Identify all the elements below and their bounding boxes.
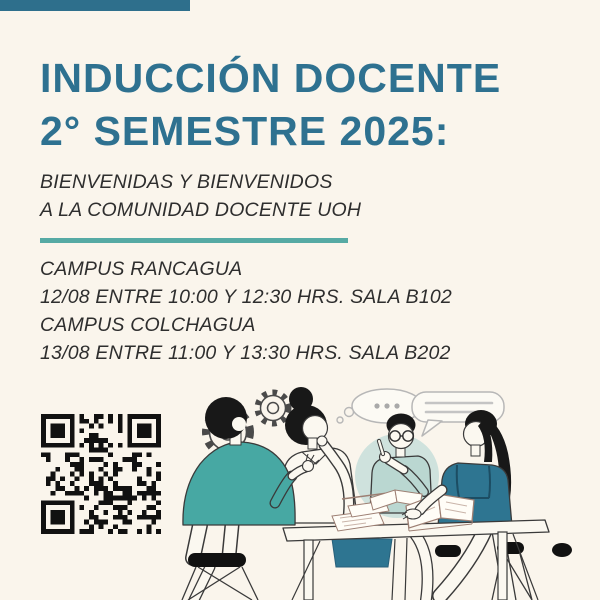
title-line-1: INDUCCIÓN DOCENTE bbox=[40, 55, 502, 101]
top-accent-bar bbox=[0, 0, 190, 11]
title-line-2: 2° SEMESTRE 2025: bbox=[40, 108, 450, 155]
under-table-figures bbox=[332, 530, 572, 600]
qr-code-icon bbox=[41, 414, 161, 534]
campus-1-detail: 12/08 ENTRE 10:00 Y 12:30 HRS. SALA B102 bbox=[40, 286, 452, 309]
campus-2-name: CAMPUS COLCHAGUA bbox=[40, 314, 256, 337]
subtitle-line-1: BIENVENIDAS Y BIENVENIDOS bbox=[40, 171, 333, 193]
schedule-block bbox=[40, 255, 452, 367]
gear-icon bbox=[258, 393, 288, 423]
poster-title bbox=[40, 52, 501, 159]
subtitle-line-2: A LA COMUNIDAD DOCENTE UOH bbox=[40, 198, 362, 221]
poster-subtitle bbox=[40, 169, 361, 224]
campus-2-detail: 13/08 ENTRE 11:00 Y 13:30 HRS. SALA B202 bbox=[40, 342, 451, 365]
study-group-illustration bbox=[180, 368, 600, 600]
campus-1-name: CAMPUS RANCAGUA bbox=[40, 258, 243, 280]
divider-line bbox=[40, 238, 348, 243]
